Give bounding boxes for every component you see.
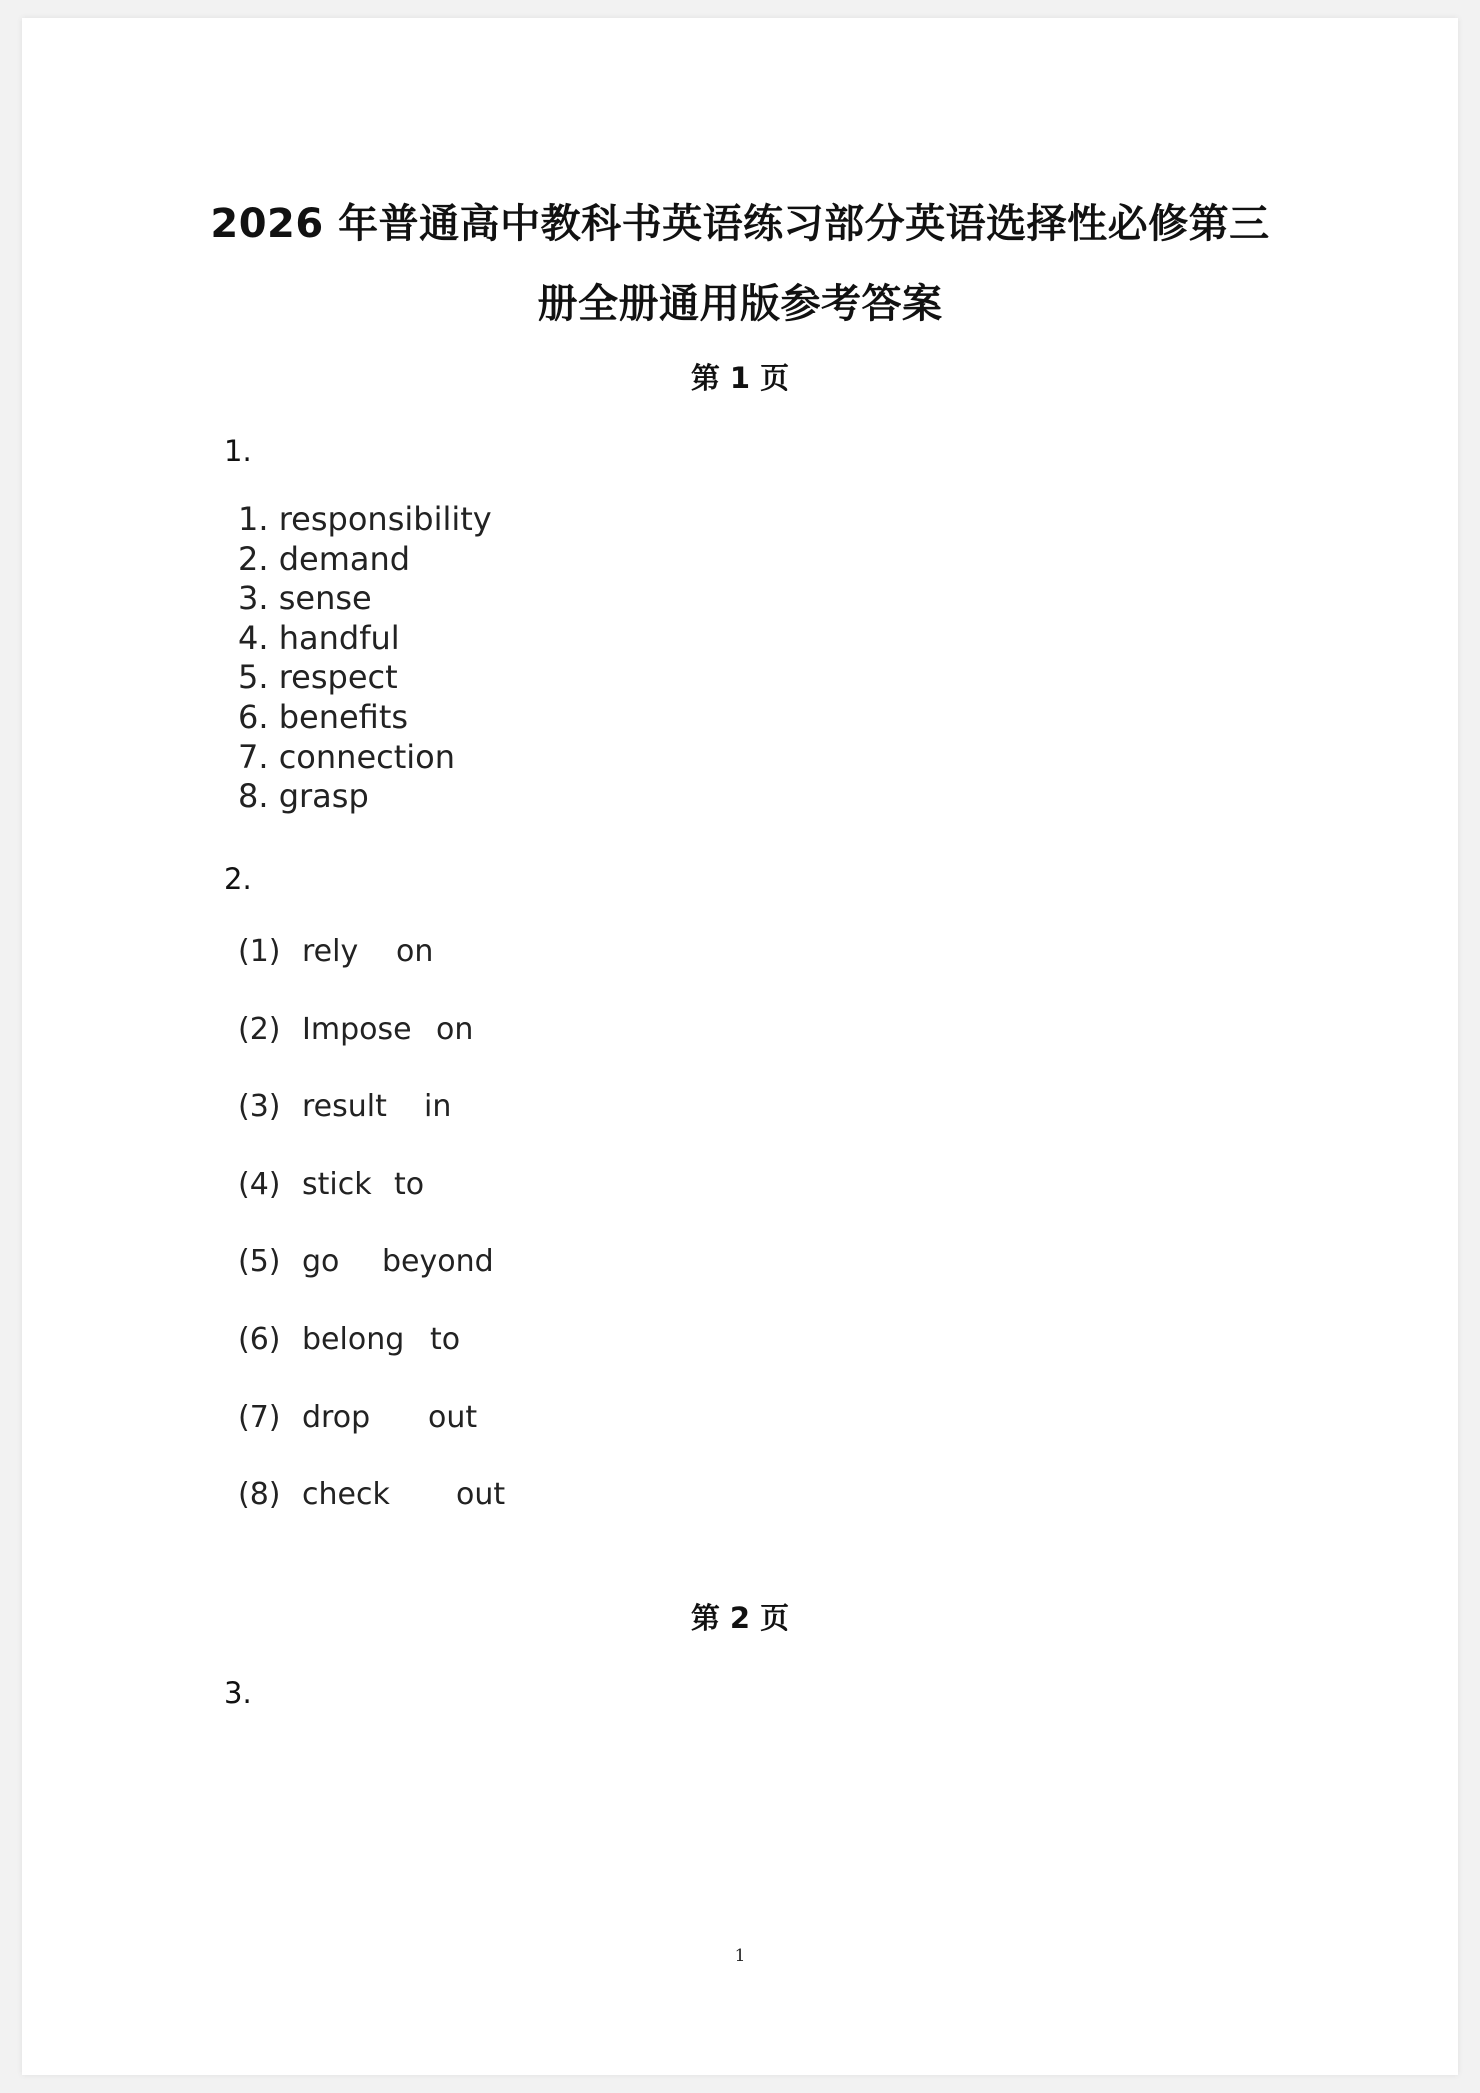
item-number: (5) [238, 1244, 281, 1280]
item-number: (6) [238, 1321, 281, 1357]
particle-word: out [428, 1399, 478, 1435]
answer-list-1 [238, 500, 492, 817]
verb-word: belong [302, 1321, 405, 1357]
question-number-1: 1. [224, 434, 252, 468]
item-number: (2) [238, 1011, 281, 1047]
item-number: (8) [238, 1477, 281, 1513]
verb-word: rely [302, 934, 359, 969]
verb-word: go [302, 1244, 340, 1280]
answer-item: 8. grasp [238, 777, 369, 816]
question-number-3: 3. [224, 1676, 252, 1710]
particle-word: on [436, 1011, 474, 1047]
item-number: (4) [238, 1166, 281, 1202]
answer-item: 7. connection [238, 737, 456, 776]
question-number-2: 2. [224, 862, 252, 896]
verb-word: Impose [302, 1011, 412, 1047]
document-title-line-2: 册全册通用版参考答案 [537, 281, 943, 327]
verb-word: stick [302, 1166, 372, 1202]
answer-item: 1. responsibility [238, 500, 492, 538]
page-heading-1: 第 1 页 [690, 361, 790, 395]
particle-word: to [430, 1321, 461, 1357]
answer-item: 2. demand [238, 539, 411, 578]
answer-item: 4. handful [238, 618, 400, 657]
item-number: (1) [238, 934, 281, 969]
item-number: (7) [238, 1399, 281, 1435]
answer-item: 5. respect [238, 658, 398, 697]
document-title-line-1: 2026 年普通高中教科书英语练习部分英语选择性必修第三 [210, 201, 1270, 247]
verb-word: check [302, 1477, 390, 1513]
item-number: (3) [238, 1089, 281, 1125]
verb-word: result [302, 1089, 387, 1125]
page-number: 1 [734, 1946, 746, 1966]
particle-word: beyond [382, 1244, 494, 1280]
particle-word: in [424, 1089, 452, 1125]
page-heading-2: 第 2 页 [690, 1601, 790, 1635]
answer-item: 6. benefits [238, 697, 409, 736]
particle-word: out [456, 1477, 506, 1513]
particle-word: on [396, 934, 434, 969]
particle-word: to [394, 1166, 425, 1202]
answer-item: 3. sense [238, 579, 372, 618]
verb-word: drop [302, 1399, 371, 1435]
